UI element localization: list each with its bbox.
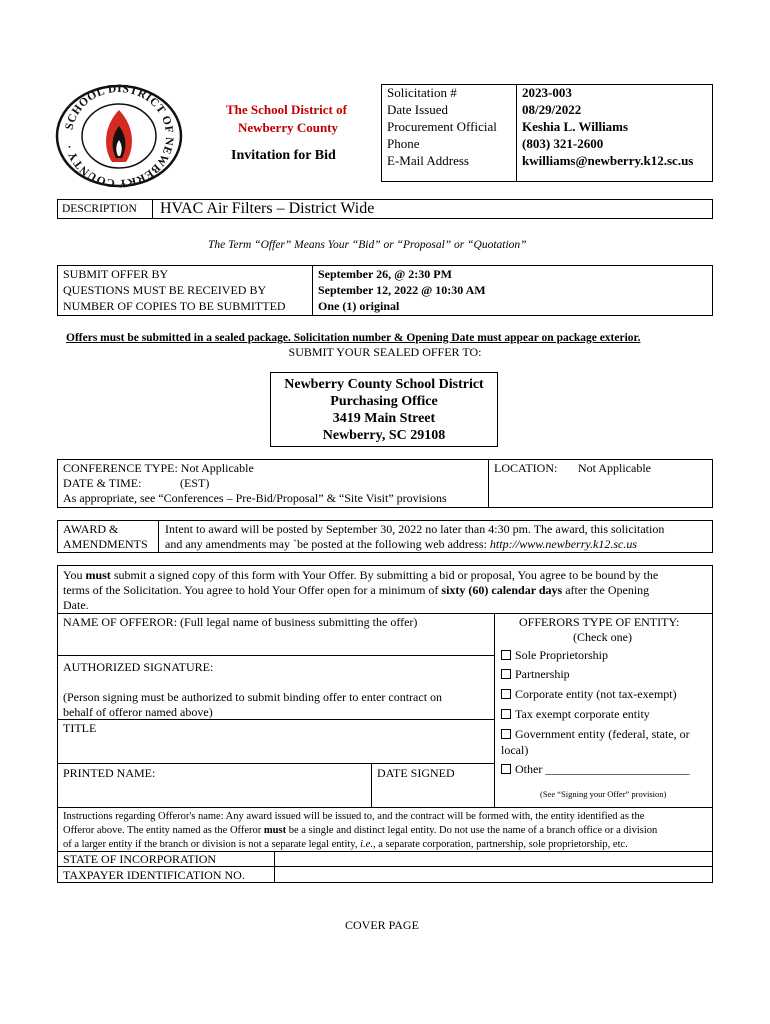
document-subtitle: Invitation for Bid	[231, 148, 336, 163]
offer-term-note: The Term “Offer” Means Your “Bid” or “Proposal” or “Quotation”	[208, 239, 527, 251]
entity-option-label: Tax exempt corporate entity	[515, 707, 650, 721]
award-url-link[interactable]: http://www.newberry.k12.sc.us	[489, 537, 638, 551]
entity-option-partnership[interactable]	[501, 667, 570, 681]
info-value-date-issued: 08/29/2022	[522, 102, 582, 117]
info-value-email[interactable]: kwilliams@newberry.k12.sc.us	[522, 153, 694, 168]
checkbox-icon[interactable]	[501, 689, 511, 699]
taxpayer-id-field[interactable]	[277, 868, 709, 881]
state-of-incorporation-field[interactable]	[277, 853, 709, 865]
checkbox-icon[interactable]	[501, 764, 511, 774]
conference-note: As appropriate, see “Conferences – Pre-Bid/Proposal” & “Site Visit” provisions	[63, 491, 447, 505]
entity-option-label: Partnership	[515, 667, 570, 681]
agreement-line1	[63, 568, 658, 582]
description-label: DESCRIPTION	[62, 203, 137, 215]
conference-date-label: DATE & TIME:	[63, 476, 142, 490]
entity-check-one: (Check one)	[573, 630, 632, 644]
offeror-name-field[interactable]	[60, 631, 490, 653]
checkbox-icon[interactable]	[501, 669, 511, 679]
agreement-must: must	[85, 568, 111, 582]
instructions-line3	[63, 838, 628, 851]
award-text-line2-prefix: and any amendments may `be posted at the following web address:	[165, 537, 490, 551]
submit-to-label: SUBMIT YOUR SEALED OFFER TO:	[288, 345, 482, 359]
schedule-value-copies: One (1) original	[318, 299, 400, 313]
address-line1: Newberry County School District	[284, 377, 484, 392]
printed-name-field[interactable]	[60, 781, 368, 805]
instructions-text: of a larger entity if the branch or division is not a separate legal entity,	[63, 839, 361, 850]
info-label-procurement-official: Procurement Official	[387, 119, 497, 134]
district-seal-logo	[54, 84, 184, 188]
entity-option-tax-exempt[interactable]	[501, 707, 650, 721]
district-name-line2: Newberry County	[238, 120, 339, 135]
award-text-line1: Intent to award will be posted by September 30, 2022 no later than 4:30 pm. The award, this solicitation	[165, 522, 665, 536]
entity-option-government[interactable]	[501, 727, 690, 741]
info-label-date-issued: Date Issued	[387, 102, 449, 117]
svg-text:SCHOOL DISTRICT OF NEWBERRY CO: SCHOOL DISTRICT OF NEWBERRY COUNTY ·	[63, 84, 176, 188]
entity-option-corporate[interactable]	[501, 687, 677, 701]
info-value-procurement-official: Keshia L. Williams	[522, 119, 629, 134]
instructions-text: be a single and distinct legal entity. Do not use the name of a branch office or a division	[286, 825, 658, 836]
schedule-value-questions: September 12, 2022 @ 10:30 AM	[318, 283, 486, 297]
info-label-phone: Phone	[387, 136, 420, 151]
agreement-text: after the Opening	[562, 583, 650, 597]
offeror-name-label: NAME OF OFFEROR: (Full legal name of business submitting the offer)	[63, 615, 418, 629]
agreement-sixty-days: sixty (60) calendar days	[441, 583, 563, 597]
checkbox-icon[interactable]	[501, 650, 511, 660]
district-name-line1: The School District of	[226, 102, 347, 117]
info-value-solicitation: 2023-003	[522, 85, 572, 100]
instructions-must: must	[263, 825, 287, 836]
printed-name-label: PRINTED NAME:	[63, 766, 156, 780]
address-line2: Purchasing Office	[330, 394, 438, 409]
state-of-incorporation-label: STATE OF INCORPORATION	[63, 852, 217, 866]
address-line4: Newberry, SC 29108	[322, 428, 446, 443]
entity-option-label: Government entity (federal, state, or	[515, 727, 690, 741]
entity-option-label: Other ________________________	[515, 762, 690, 776]
award-text-line2	[165, 537, 637, 551]
date-signed-field[interactable]	[374, 781, 491, 805]
schedule-value-submit: September 26, @ 2:30 PM	[318, 267, 452, 281]
entity-option-other[interactable]	[501, 762, 689, 776]
agreement-line3: Date.	[63, 598, 89, 612]
agreement-text: submit a signed copy of this form with Your Offer. By submitting a bid or proposal, You agree to be bound by the	[110, 568, 659, 582]
entity-type-title: OFFERORS TYPE OF ENTITY:	[519, 615, 680, 629]
title-label: TITLE	[63, 721, 97, 735]
instructions-text: , a separate corporation, partnership, sole proprietorship, etc.	[372, 839, 628, 850]
entity-option-label: Corporate entity (not tax-exempt)	[515, 687, 677, 701]
instructions-ie: i.e.	[360, 839, 373, 850]
taxpayer-id-label: TAXPAYER IDENTIFICATION NO.	[63, 868, 245, 882]
authorized-signature-label: AUTHORIZED SIGNATURE:	[63, 660, 214, 674]
agreement-text: terms of the Solicitation. You agree to hold Your Offer open for a minimum of	[63, 583, 442, 597]
description-row	[57, 199, 713, 219]
sealed-package-notice: Offers must be submitted in a sealed package. Solicitation number & Opening Date must appear on package exterior.	[66, 332, 641, 344]
instructions-line2	[63, 824, 657, 837]
date-signed-label: DATE SIGNED	[377, 766, 455, 780]
instructions-text: Offeror above. The entity named as the Offeror	[63, 825, 264, 836]
schedule-label-questions: QUESTIONS MUST BE RECEIVED BY	[63, 283, 267, 297]
conference-date-value: (EST)	[180, 476, 210, 490]
info-label-solicitation: Solicitation #	[387, 85, 457, 100]
location-label: LOCATION:	[494, 461, 558, 475]
person-note-line2: behalf of offeror named above)	[63, 705, 213, 719]
title-field[interactable]	[60, 737, 490, 761]
entity-option-label: Sole Proprietorship	[515, 648, 608, 662]
location-value: Not Applicable	[578, 461, 651, 475]
agreement-line2	[63, 583, 649, 597]
schedule-label-submit: SUBMIT OFFER BY	[63, 267, 169, 281]
entity-see-note: (See “Signing your Offer” provision)	[540, 789, 667, 799]
entity-option-sole[interactable]	[501, 648, 608, 662]
cover-page-footer: COVER PAGE	[345, 918, 419, 932]
schedule-label-copies: NUMBER OF COPIES TO BE SUBMITTED	[63, 299, 286, 313]
address-line3: 3419 Main Street	[332, 411, 436, 426]
authorized-signature-field[interactable]	[60, 675, 490, 687]
info-value-phone: (803) 321-2600	[522, 136, 604, 151]
award-label-line1: AWARD &	[63, 522, 119, 536]
person-note-line1: (Person signing must be authorized to submit binding offer to enter contract on	[63, 690, 443, 704]
award-label-line2: AMENDMENTS	[63, 537, 148, 551]
entity-option-government-cont: local)	[501, 743, 529, 757]
description-value: HVAC Air Filters – District Wide	[160, 200, 375, 217]
info-label-email: E-Mail Address	[387, 153, 469, 168]
checkbox-icon[interactable]	[501, 709, 511, 719]
checkbox-icon[interactable]	[501, 729, 511, 739]
agreement-text: You	[63, 568, 86, 582]
conference-type: CONFERENCE TYPE: Not Applicable	[63, 461, 254, 475]
instructions-line1: Instructions regarding Offeror's name: Any award issued will be issued to, and the contract will be formed with, the entity identified as the	[63, 811, 645, 822]
